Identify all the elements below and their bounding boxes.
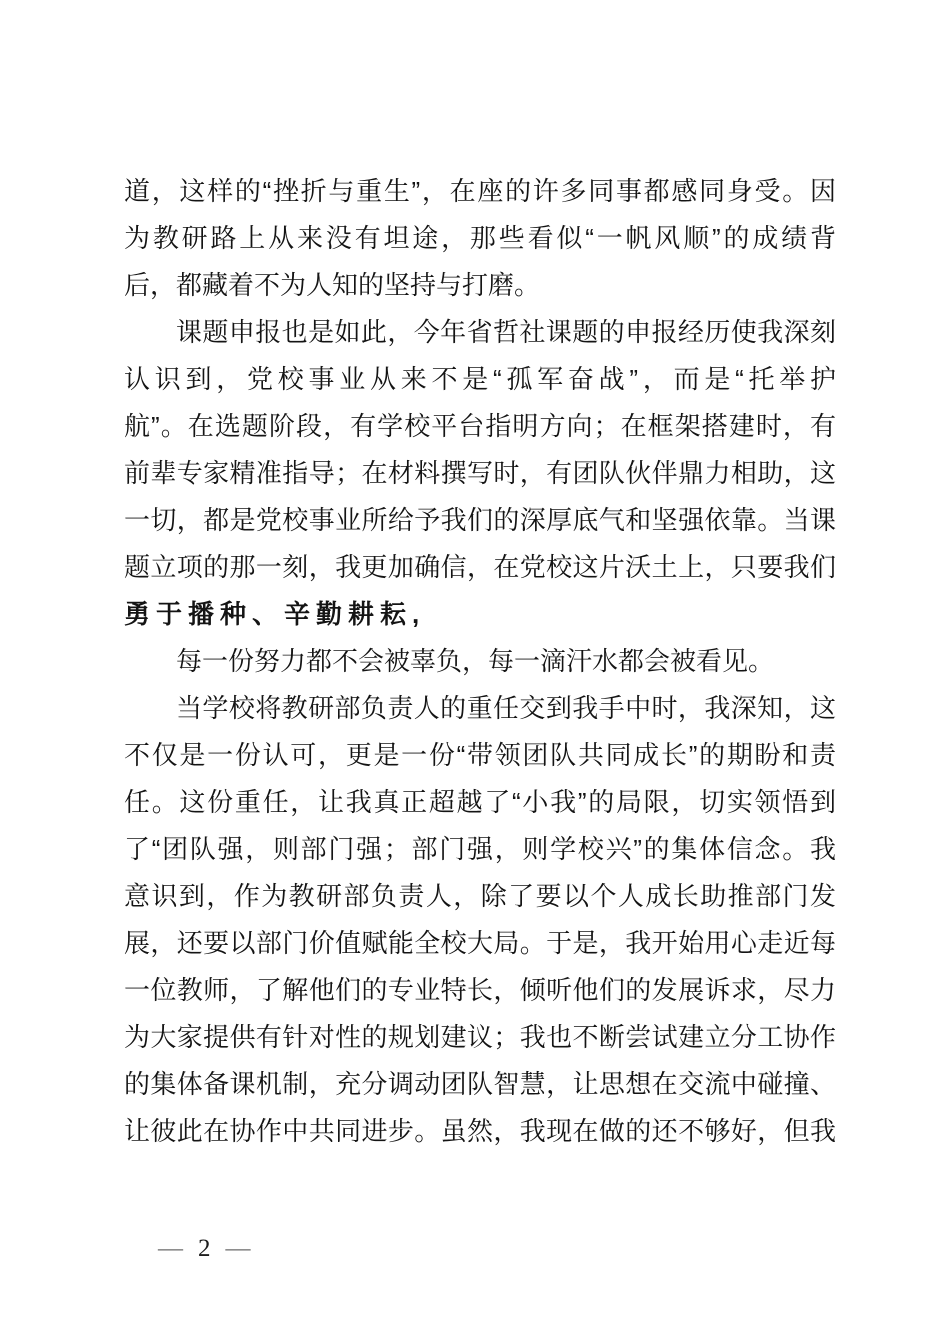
text-line: 题立项的那一刻，我更加确信，在党校这片沃土上，只要我们 (124, 552, 836, 582)
text-line: 让彼此在协作中共同进步。虽然，我现在做的还不够好，但我 (124, 1116, 836, 1146)
text-line: 不仅是一份认可，更是一份“带领团队共同成长”的期盼和责 (124, 740, 836, 770)
text-line: 道，这样的“挫折与重生”，在座的许多同事都感同身受。因 (124, 176, 836, 206)
text-line: 为教研路上从来没有坦途，那些看似“一帆风顺”的成绩背 (124, 223, 836, 253)
text-line: 一切，都是党校事业所给予我们的深厚底气和坚强依靠。当课 (124, 505, 836, 535)
document-body-text (124, 168, 836, 1155)
page-number-dash-left: — (158, 1235, 184, 1262)
text-line: 展，还要以部门价值赋能全校大局。于是，我开始用心走近每 (124, 928, 836, 958)
text-line: 勇于播种、辛勤耕耘, (124, 599, 426, 629)
page-number-dash-right: — (225, 1235, 252, 1262)
text-line: 的集体备课机制，充分调动团队智慧，让思想在交流中碰撞、 (124, 1069, 836, 1099)
text-line: 当学校将教研部负责人的重任交到我手中时，我深知，这 (176, 693, 836, 723)
text-line: 意识到，作为教研部负责人，除了要以个人成长助推部门发 (124, 881, 836, 911)
page-number-value: 2 (198, 1235, 212, 1262)
text-line: 每一份努力都不会被辜负，每一滴汗水都会被看见。 (176, 646, 775, 676)
text-line: 课题申报也是如此，今年省哲社课题的申报经历使我深刻 (176, 317, 836, 347)
text-line: 认识到，党校事业从来不是“孤军奋战”，而是“托举护 (124, 364, 836, 394)
page-number (158, 1234, 252, 1264)
text-line: 了“团队强，则部门强；部门强，则学校兴”的集体信念。我 (124, 834, 836, 864)
text-line: 前辈专家精准指导；在材料撰写时，有团队伙伴鼎力相助，这 (124, 458, 836, 488)
text-line: 一位教师，了解他们的专业特长，倾听他们的发展诉求，尽力 (124, 975, 836, 1005)
text-line: 为大家提供有针对性的规划建议；我也不断尝试建立分工协作 (124, 1022, 836, 1052)
text-line: 航”。在选题阶段，有学校平台指明方向；在框架搭建时，有 (124, 411, 836, 441)
text-line: 任。这份重任，让我真正超越了“小我”的局限，切实领悟到 (124, 787, 836, 817)
text-line: 后，都藏着不为人知的坚持与打磨。 (124, 270, 541, 300)
